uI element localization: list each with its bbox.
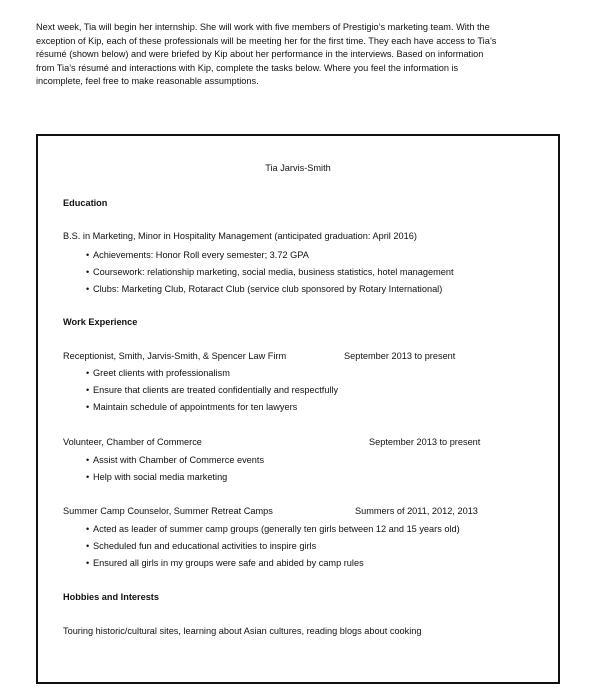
job-dates: September 2013 to present (369, 437, 481, 447)
job-title: Summer Camp Counselor, Summer Retreat Camps (63, 506, 273, 516)
education-heading: Education (63, 198, 108, 208)
education-degree: B.S. in Marketing, Minor in Hospitality Management (anticipated graduation: April 2016) (63, 231, 417, 241)
job-bullets (87, 365, 338, 416)
intro-line: résumé (shown below) and were briefed by Kip about her performance in the interviews. Based on information (36, 49, 484, 59)
job-title: Volunteer, Chamber of Commerce (63, 437, 202, 447)
list-item: • Help with social media marketing (87, 469, 264, 486)
intro-paragraph (36, 21, 564, 89)
job-title: Receptionist, Smith, Jarvis-Smith, & Spencer Law Firm (63, 351, 287, 361)
job-dates: September 2013 to present (344, 351, 456, 361)
work-heading: Work Experience (63, 317, 138, 327)
hobbies-heading: Hobbies and Interests (63, 592, 159, 602)
list-item: • Clubs: Marketing Club, Rotaract Club (service club sponsored by Rotary International) (87, 281, 454, 298)
intro-line: from Tia’s résumé and interactions with Kip, complete the tasks below. Where you feel the information is (36, 62, 459, 73)
list-item: • Maintain schedule of appointments for ten lawyers (87, 399, 338, 416)
list-item: • Scheduled fun and educational activities to inspire girls (87, 538, 460, 555)
intro-line: Next week, Tia will begin her internship. She will work with five members of Prestigio’s marketing team. With the (36, 22, 490, 32)
job-bullets (87, 521, 460, 572)
education-bullets (87, 247, 454, 298)
resume-frame (36, 134, 560, 684)
list-item: • Greet clients with professionalism (87, 365, 338, 382)
intro-line: exception of Kip, each of these professionals will be meeting her for the first time. They each have access to Tia’s (36, 35, 497, 46)
list-item: • Assist with Chamber of Commerce events (87, 452, 264, 469)
list-item: • Coursework: relationship marketing, social media, business statistics, hotel management (87, 264, 454, 281)
job-bullets (87, 452, 264, 486)
resume-name: Tia Jarvis-Smith (265, 163, 331, 173)
list-item: • Acted as leader of summer camp groups (generally ten girls between 12 and 15 years old) (87, 521, 460, 538)
job-dates: Summers of 2011, 2012, 2013 (355, 506, 478, 516)
list-item: • Achievements: Honor Roll every semester; 3.72 GPA (87, 247, 454, 264)
list-item: • Ensured all girls in my groups were safe and abided by camp rules (87, 555, 460, 572)
hobbies-text: Touring historic/cultural sites, learning about Asian cultures, reading blogs about cooking (63, 626, 422, 636)
list-item: • Ensure that clients are treated confidentially and respectfully (87, 382, 338, 399)
intro-line: incomplete, feel free to make reasonable assumptions. (36, 76, 259, 86)
